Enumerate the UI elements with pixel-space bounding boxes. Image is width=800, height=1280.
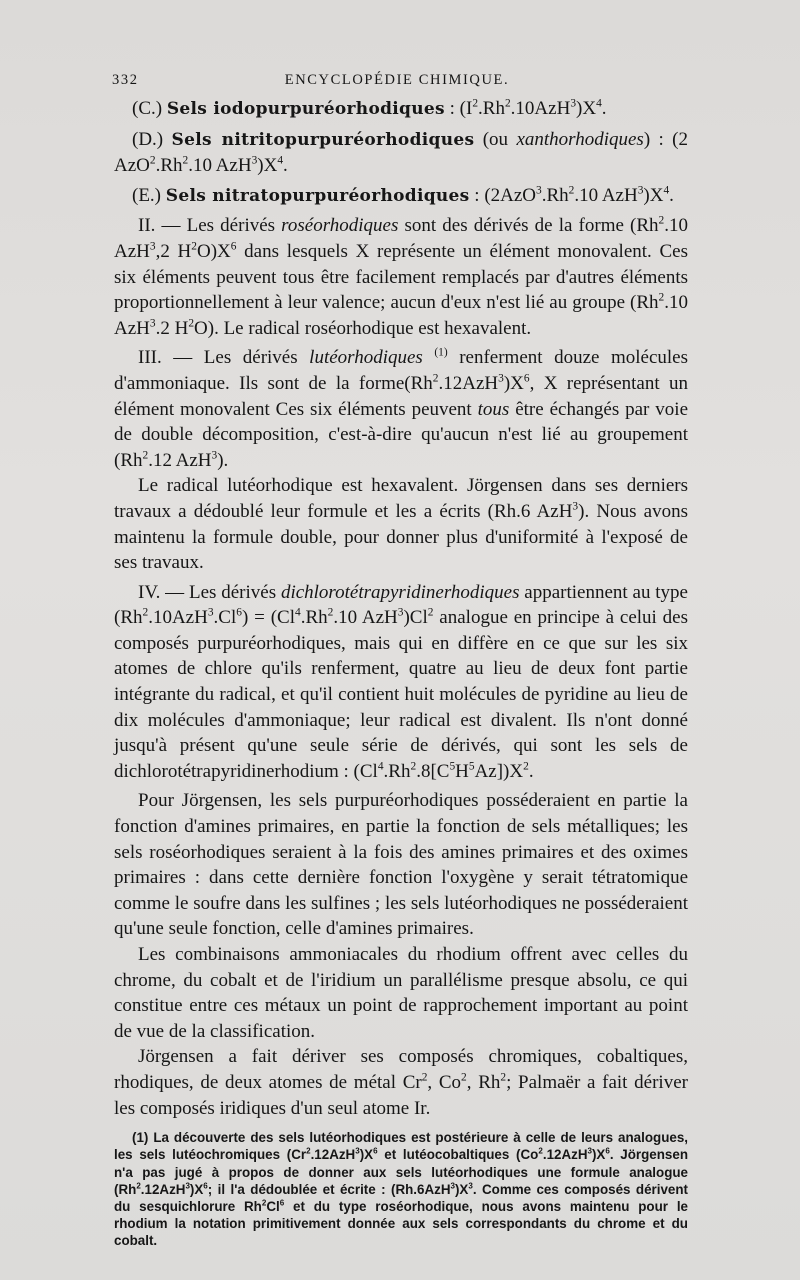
paragraph-III: III. — Les dérivés lutéorhodiques $^{(1)}$ renferment douze molécules d'ammoniaque. Ils sont de la $forme(Rh^2.12AzH^3)X^6$, X représentant un élément monovalent Ces six éléments peuvent tous être échangés par voie de double décomposition, c'est-à-dire qu'aucun n'est lié au groupement (Rh$^2$.12 AzH$^3$). (114, 347, 689, 471)
paragraph-jorgensen-functions: Pour Jörgensen, les sels purpuréorhodiques posséderaient en partie la fonction d'amines primaires, en partie la fonction de sels métalliques; les sels roséorhodiques seraient à la fois des amines primaires et des oximes primaires : dans cette dernière fonction l'oxygène y serait tétratomique comme le soufre dans les sulfines ; les sels lutéorhodiques ne posséderaient qu'une seule fonction, celle d'amines primaires. (114, 790, 688, 940)
paragraph-C: (C.) Sels iodopurpuréorhodiques : $(I^2.Rh^2.10AzH^3)X^4$. (132, 97, 607, 119)
paragraph-D: (D.) Sels nitritopurpuréorhodiques (ou xanthorhodiques) : (2 AzO$^2$.Rh$^2$.10 $AzH^3)X^4$. (114, 128, 688, 177)
running-header (112, 72, 682, 96)
body-text (114, 96, 688, 1250)
footnote-1: (1) La découverte des sels lutéorhodiques est postérieure à celle de leurs analogues, les sels lutéochromiques $(Cr^2.12AzH^3)X^6$ et lutéocobaltiques $(Co^2.12AzH^3)X^6$. Jörgensen n'a pas jugé à propos de donner aux sels lutéorhodiques une formule analogue $(Rh^2.12AzH^3)X^6$; il l'a dédoublée et écrite : $(Rh.6AzH^3)X^3$. Comme ces composés dérivent du sesquichlorure Rh$^2$Cl$^6$ et du type roséorhodique, nous avons maintenu pour le rhodium la notation primitivement donnée aux sels correspondants du chrome et du cobalt. (114, 1130, 688, 1249)
paragraph-III-continued: Le radical lutéorhodique est hexavalent. Jörgensen dans ses derniers travaux a dédoublé leur formule et les a écrits (Rh.6 AzH$^3$). Nous avons maintenu la formule double, pour donner plus d'uniformité à l'exposé de ses travaux. (114, 475, 688, 574)
footnotes (114, 1129, 688, 1249)
paragraph-II: II. — Les dérivés roséorhodiques sont des dérivés de la forme (Rh$^2$.10 AzH$^3$,2 $H^2O)X^6$ dans lesquels X représente un élément monovalent. Ces six éléments peuvent tous être facilement remplacés par d'autres éléments proportionnellement à leur valence; aucun d'eux n'est lié au groupe (Rh$^2$.10 AzH$^3$.2 $H^2O$). Le radical roséorhodique est hexavalent. (114, 215, 688, 339)
paragraph-ammoniacal-combinations: Les combinaisons ammoniacales du rhodium offrent avec celles du chrome, du cobalt et de l'iridium un parallélisme presque absolu, ce qui constitue entre ces métaux un point de rapprochement important au point de vue de la classification. (114, 944, 688, 1042)
paragraph-metal-atoms: Jörgensen a fait dériver ses composés chromiques, cobaltiques, rhodiques, de deux atomes de métal Cr$^2$, Co$^2$, Rh$^2$; Palmaër a fait dériver les composés iridiques d'un seul atome Ir. (114, 1046, 688, 1119)
page-number: 332 (112, 72, 139, 88)
running-title: ENCYCLOPÉDIE CHIMIQUE. (284, 72, 510, 88)
paragraph-E: (E.) Sels nitratopurpuréorhodiques : (2AzO$^3$.Rh$^2$.10 $AzH^3)X^4$. (132, 184, 674, 206)
paragraph-IV: IV. — Les dérivés dichlorotétrapyridinerhodiques appartiennent au type $(Rh^2.10AzH^3.Cl^6) = (Cl^4.Rh^2.10$ AzH$^3$)Cl$^2$ analogue en principe à celui des composés purpuréorhodiques, mais qui en diffère en ce que sur les six atomes de chlore qu'ils renferment, quatre au lieu de deux font partie intégrante du radical, et qu'il contient huit molécules de pyridine au lieu de dix molécules d'ammoniaque; leur radical est divalent. Ils n'ont donné jusqu'à présent qu'une seule série de dérivés, qui sont les sels de dichlorotétrapyridinerhodium : $(Cl^4.Rh^2.8[C^5H^5Az])X^2$. (114, 581, 689, 782)
